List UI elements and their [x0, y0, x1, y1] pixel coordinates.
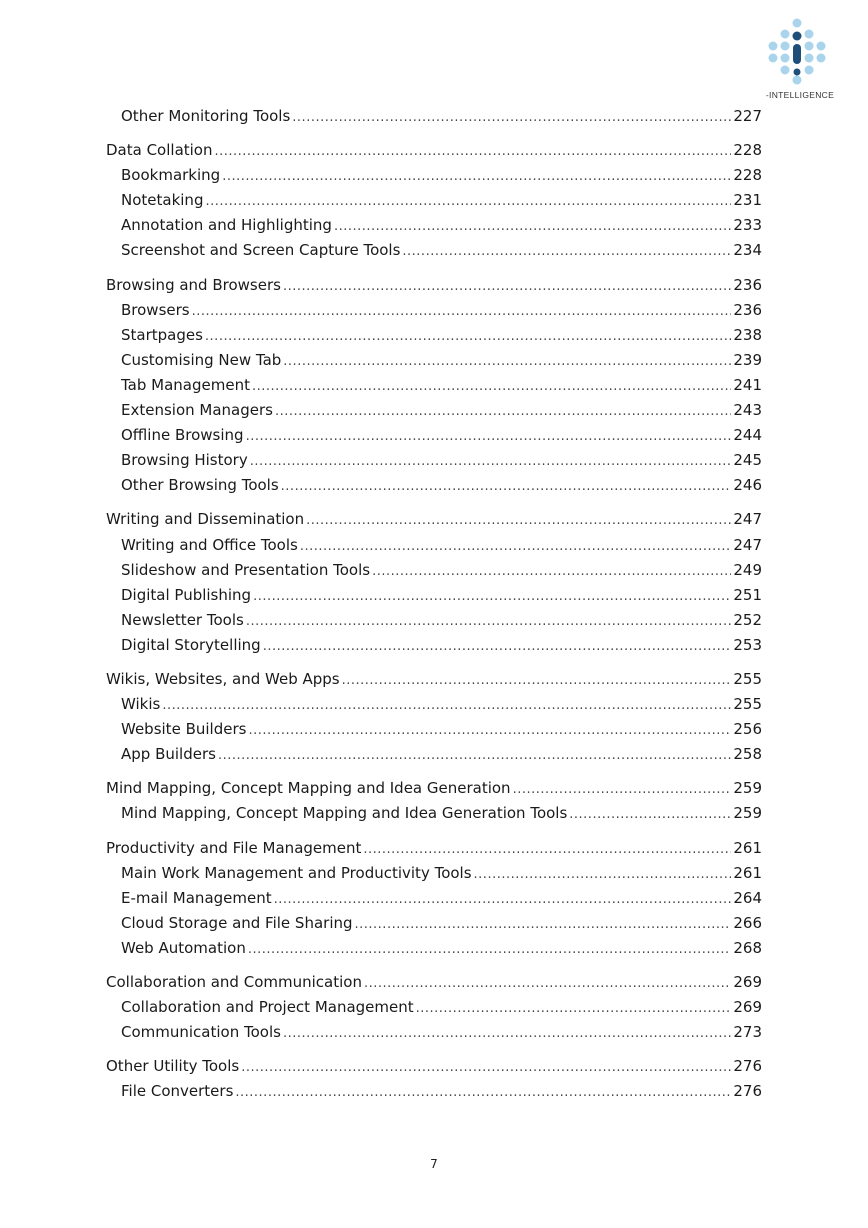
dot-leader [253, 584, 731, 609]
toc-entry-title: Offline Browsing [121, 426, 244, 445]
toc-entry-title: File Converters [121, 1082, 234, 1101]
toc-entry-title: Bookmarking [121, 166, 221, 185]
dot-leader [215, 139, 732, 164]
dot-leader [274, 887, 732, 912]
toc-subentry[interactable] [106, 448, 762, 473]
toc-entry-title: Screenshot and Screen Capture Tools [121, 241, 401, 260]
toc-entry-page: 239 [733, 350, 762, 369]
toc-section [106, 507, 762, 658]
toc-entry[interactable] [106, 667, 762, 692]
dot-leader [474, 862, 732, 887]
dot-leader [246, 609, 732, 634]
toc-entry[interactable] [106, 138, 762, 163]
toc-entry-title: Newsletter Tools [121, 610, 244, 629]
toc-entry-page: 269 [733, 998, 762, 1017]
toc-entry-page: 256 [733, 720, 762, 739]
toc-entry-page: 247 [733, 535, 762, 554]
dot-leader [569, 802, 731, 827]
toc-entry-title: Other Browsing Tools [121, 476, 279, 495]
toc-entry-page: 228 [733, 141, 762, 160]
toc-subentry[interactable] [106, 323, 762, 348]
toc-entry-title: Digital Storytelling [121, 635, 261, 654]
toc-section [106, 1054, 762, 1104]
toc-entry-title: Communication Tools [121, 1023, 281, 1042]
toc-entry-page: 228 [733, 166, 762, 185]
toc-subentry[interactable] [106, 348, 762, 373]
toc-entry-title: Slideshow and Presentation Tools [121, 560, 371, 579]
toc-entry-title: Writing and Dissemination [106, 510, 305, 529]
toc-entry[interactable] [106, 776, 762, 801]
toc-entry-page: 247 [733, 510, 762, 529]
toc-entry-title: Browsing and Browsers [106, 275, 281, 294]
toc-entry-page: 231 [733, 191, 762, 210]
toc-subentry[interactable] [106, 861, 762, 886]
toc-subentry[interactable] [106, 163, 762, 188]
toc-subentry[interactable] [106, 373, 762, 398]
toc-subentry[interactable] [106, 473, 762, 498]
toc-subentry[interactable] [106, 533, 762, 558]
toc-entry-title: Extension Managers [121, 401, 273, 420]
toc-entry[interactable] [106, 273, 762, 298]
dot-leader [263, 634, 732, 659]
dot-leader [250, 449, 732, 474]
toc-entry-page: 238 [733, 325, 762, 344]
toc-subentry[interactable] [106, 104, 762, 129]
toc-entry-page: 245 [733, 451, 762, 470]
dot-leader [252, 374, 731, 399]
toc-subentry[interactable] [106, 1079, 762, 1104]
toc-subentry[interactable] [106, 692, 762, 717]
toc-entry-page: 259 [733, 804, 762, 823]
dot-leader [205, 189, 731, 214]
toc-entry-page: 258 [733, 745, 762, 764]
toc-entry-page: 268 [733, 938, 762, 957]
toc-subentry[interactable] [106, 801, 762, 826]
toc-subentry[interactable] [106, 213, 762, 238]
dot-leader [334, 214, 731, 239]
toc-entry-page: 241 [733, 375, 762, 394]
toc-subentry[interactable] [106, 398, 762, 423]
toc-entry-page: 276 [733, 1082, 762, 1101]
table-of-contents [106, 104, 762, 1113]
toc-subentry[interactable] [106, 608, 762, 633]
toc-subentry[interactable] [106, 633, 762, 658]
toc-subentry[interactable] [106, 936, 762, 961]
dots-cluster-logo-icon [764, 14, 836, 86]
logo-text: -INTELLIGENCE [765, 90, 835, 100]
toc-entry-title: Annotation and Highlighting [121, 216, 332, 235]
toc-entry-page: 246 [733, 476, 762, 495]
dot-leader [513, 777, 732, 802]
toc-entry-page: 252 [733, 610, 762, 629]
toc-section [106, 836, 762, 961]
toc-entry-title: Startpages [121, 325, 203, 344]
toc-entry[interactable] [106, 836, 762, 861]
toc-entry-page: 266 [733, 913, 762, 932]
toc-entry-title: Digital Publishing [121, 585, 252, 604]
logo [758, 14, 842, 104]
toc-entry-page: 264 [733, 888, 762, 907]
toc-entry[interactable] [106, 507, 762, 532]
toc-entry-title: Collaboration and Communication [106, 973, 362, 991]
toc-entry-page: 261 [733, 838, 762, 857]
toc-entry-page: 273 [733, 1023, 762, 1042]
dot-leader [292, 105, 731, 130]
toc-entry-page: 253 [733, 635, 762, 654]
toc-entry-title: Data Collation [106, 141, 213, 160]
dot-leader [222, 164, 731, 189]
toc-entry-page: 243 [733, 401, 762, 420]
toc-entry-page: 259 [733, 779, 762, 798]
dot-leader [306, 508, 731, 533]
toc-subentry[interactable] [106, 1020, 762, 1045]
toc-entry-title: Website Builders [121, 720, 247, 739]
dot-leader [218, 743, 731, 768]
toc-section [106, 970, 762, 1045]
dot-leader [283, 349, 731, 374]
toc-subentry[interactable] [106, 423, 762, 448]
toc-entry-title: Wikis, Websites, and Web Apps [106, 669, 340, 688]
toc-entry-title: App Builders [121, 745, 216, 764]
toc-entry-title: Productivity and File Management [106, 838, 362, 857]
toc-subentry[interactable] [106, 995, 762, 1020]
dot-leader [283, 1021, 731, 1046]
toc-entry-page: 255 [733, 695, 762, 714]
toc-entry-title: Browsing History [121, 451, 248, 470]
dot-leader [162, 693, 731, 718]
toc-entry-page: 236 [733, 275, 762, 294]
toc-subentry[interactable] [106, 558, 762, 583]
dot-leader [402, 239, 731, 264]
dot-leader [248, 937, 732, 962]
toc-entry-page: 249 [733, 560, 762, 579]
toc-entry-page: 261 [733, 863, 762, 882]
toc-entry-title: Wikis [121, 695, 161, 714]
toc-entry-title: Mind Mapping, Concept Mapping and Idea Generation [106, 779, 511, 798]
toc-entry-title: Tab Management [121, 375, 250, 394]
dot-leader [241, 1055, 731, 1080]
toc-entry-title: E-mail Management [121, 888, 272, 907]
dot-leader [342, 668, 732, 693]
dot-leader [275, 399, 731, 424]
toc-entry-title: Other Monitoring Tools [121, 107, 291, 125]
toc-entry-title: Writing and Office Tools [121, 535, 298, 554]
toc-entry-page: 234 [733, 241, 762, 260]
toc-subentry[interactable] [106, 886, 762, 911]
toc-section [106, 273, 762, 499]
toc-section [106, 667, 762, 767]
toc-subentry[interactable] [106, 583, 762, 608]
page-number: 7 [430, 1157, 438, 1171]
toc-entry-page: 227 [733, 107, 762, 125]
toc-entry-page: 244 [733, 426, 762, 445]
dot-leader [283, 274, 731, 299]
toc-entry-title: Cloud Storage and File Sharing [121, 913, 353, 932]
toc-entry-title: Other Utility Tools [106, 1057, 240, 1076]
toc-section [106, 104, 762, 129]
dot-leader [235, 1080, 731, 1105]
dot-leader [248, 718, 731, 743]
toc-section [106, 776, 762, 826]
toc-entry-title: Collaboration and Project Management [121, 998, 414, 1017]
toc-entry-page: 251 [733, 585, 762, 604]
toc-entry[interactable] [106, 970, 762, 995]
toc-entry[interactable] [106, 1054, 762, 1079]
toc-entry-title: Browsers [121, 300, 190, 319]
toc-subentry[interactable] [106, 298, 762, 323]
dot-leader [364, 971, 731, 996]
toc-section [106, 138, 762, 263]
dot-leader [363, 837, 731, 862]
toc-subentry[interactable] [106, 742, 762, 767]
toc-entry-title: Web Automation [121, 938, 246, 957]
dot-leader [416, 996, 732, 1021]
dot-leader [355, 912, 732, 937]
toc-subentry[interactable] [106, 717, 762, 742]
toc-entry-title: Mind Mapping, Concept Mapping and Idea Generation Tools [121, 804, 568, 823]
toc-entry-page: 255 [733, 669, 762, 688]
toc-entry-page: 269 [733, 973, 762, 991]
dot-leader [372, 559, 731, 584]
toc-entry-page: 276 [733, 1057, 762, 1076]
toc-subentry[interactable] [106, 188, 762, 213]
dot-leader [205, 324, 731, 349]
toc-entry-page: 233 [733, 216, 762, 235]
toc-subentry[interactable] [106, 911, 762, 936]
dot-leader [300, 534, 732, 559]
toc-entry-page: 236 [733, 300, 762, 319]
toc-entry-title: Customising New Tab [121, 350, 282, 369]
dot-leader [281, 474, 732, 499]
toc-entry-title: Main Work Management and Productivity Tools [121, 863, 472, 882]
toc-entry-title: Notetaking [121, 191, 204, 210]
dot-leader [192, 299, 732, 324]
dot-leader [246, 424, 732, 449]
toc-subentry[interactable] [106, 238, 762, 263]
